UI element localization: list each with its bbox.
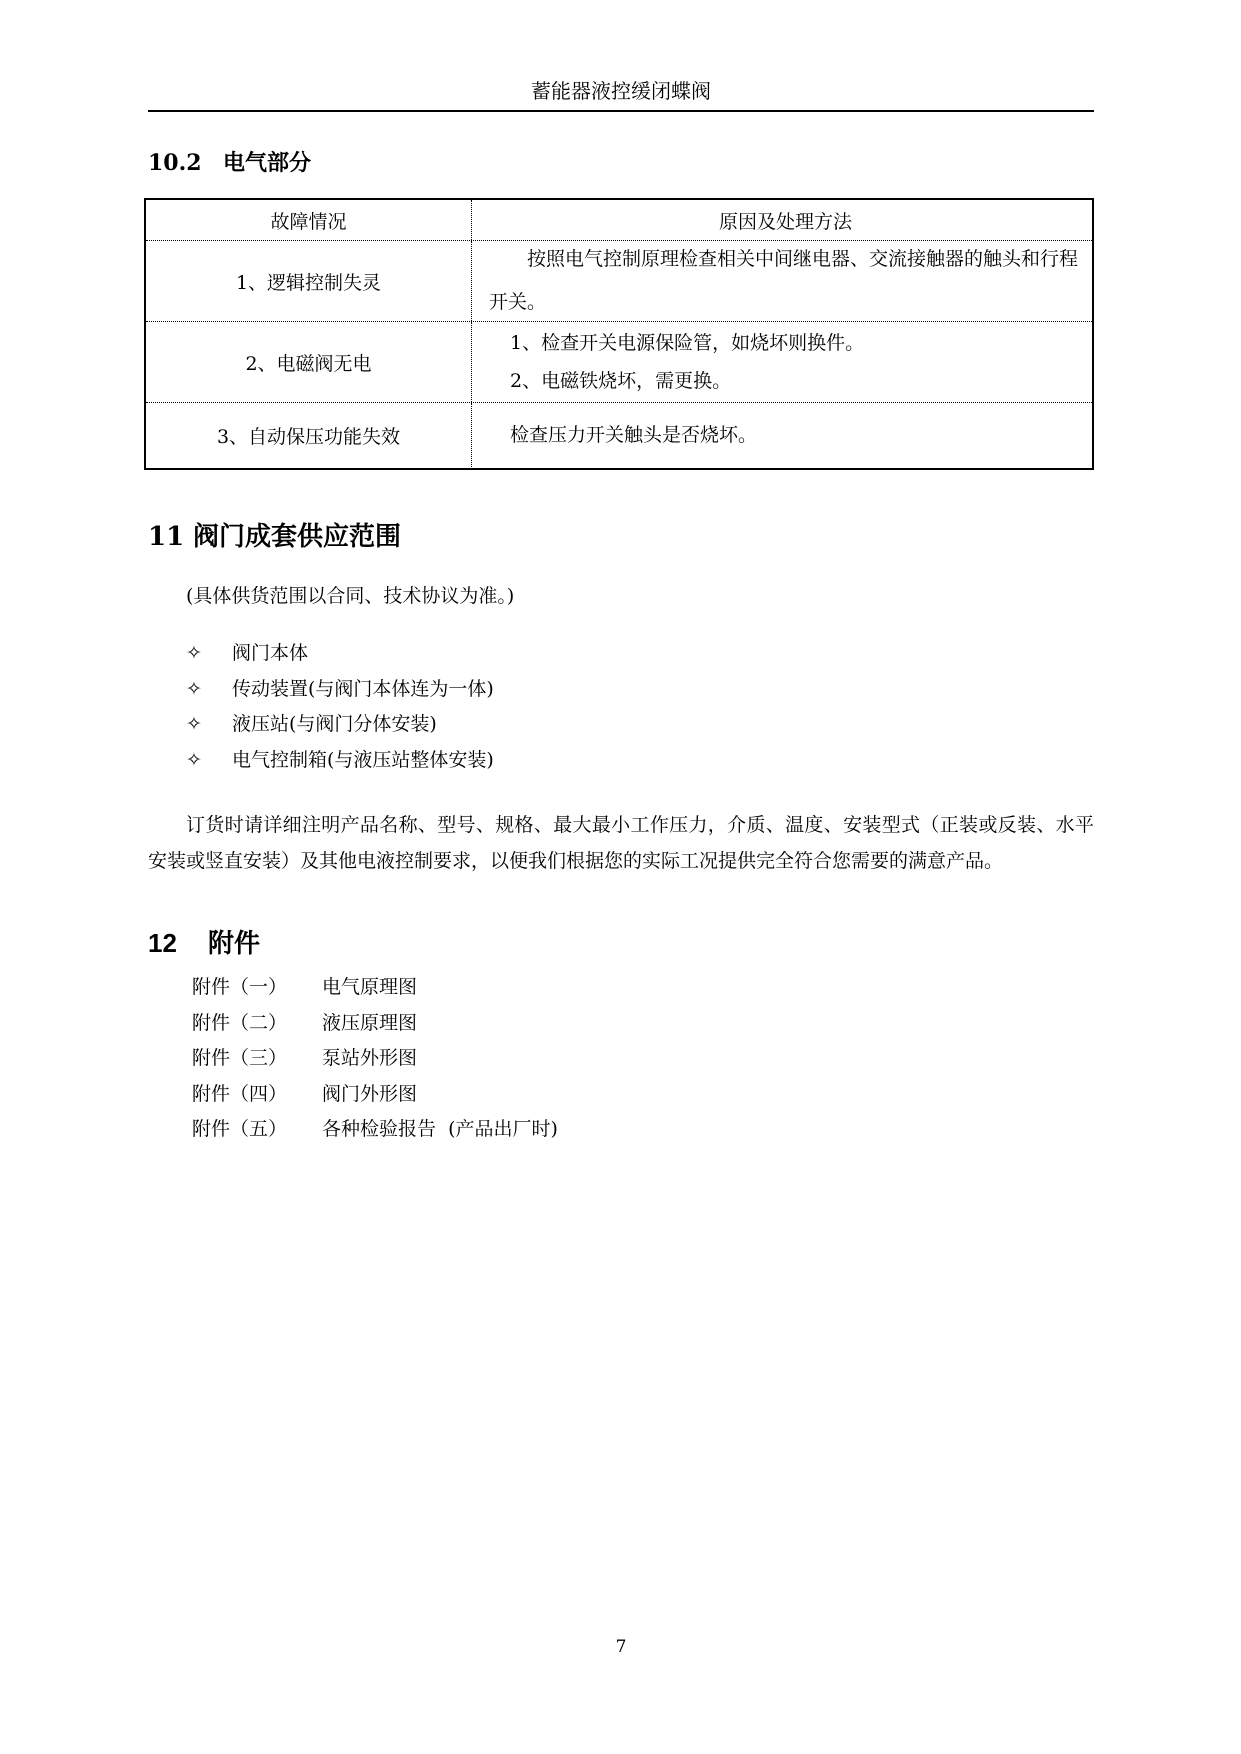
page-number: 7 [615,1637,627,1657]
remedy-text: 检查压力开关触头是否烧坏。 [510,423,758,446]
fault-cell: 1、逻辑控制失灵 [146,241,472,321]
attachment-name: 液压原理图 [322,1011,418,1034]
table-header-row [146,200,1092,241]
attachment-name: 各种检验报告 (产品出厂时) [322,1118,558,1140]
list-item [192,1041,558,1077]
list-item [192,1006,558,1042]
supply-scope-list [186,636,494,778]
attachment-name: 电气原理图 [322,976,418,998]
diamond-bullet-icon: ✧ [186,642,202,664]
remedy-cell [472,403,1092,467]
section-heading-12 [148,926,260,961]
remedy-text: 按照电气控制原理检查相关中间继电器、交流接触器的触头和行程开关。 [489,248,1079,313]
attachment-list [192,970,558,1148]
list-item-text: 传动装置(与阀门本体连为一体) [232,677,494,700]
table-row [146,322,1092,403]
section-number: 11 [148,522,185,552]
section-heading-11 [148,520,401,554]
running-header: 蓄能器液控缓闭蝶阀 [531,79,711,103]
remedy-cell [472,241,1092,321]
section-title: 阀门成套供应范围 [193,522,402,552]
attachment-name: 泵站外形图 [322,1047,418,1069]
list-item [192,1112,558,1148]
diamond-bullet-icon: ✧ [186,748,202,771]
attachment-tag: 附件（五） [192,1118,288,1140]
column-header: 故障情况 [146,200,472,240]
fault-table [144,198,1094,470]
list-item-text: 液压站(与阀门分体安装) [232,713,437,735]
column-header: 原因及处理方法 [718,210,852,233]
scope-note: (具体供货范围以合同、技术协议为准。) [186,585,515,607]
order-instructions: 订货时请详细注明产品名称、型号、规格、最大最小工作压力，介质、温度、安装型式（正装或反装、水平安装或竖直安装）及其他电液控制要求，以便我们根据您的实际工况提供完全符合您需要的满意产品。 [148,814,1094,872]
remedy-text: 1、检查开关电源保险管，如烧坏则换件。 [510,332,865,354]
fault-cell: 2、电磁阀无电 [146,322,472,402]
list-item-text: 电气控制箱(与液压站整体安装) [232,748,494,771]
diamond-bullet-icon: ✧ [186,677,202,700]
remedy-text: 2、电磁铁烧坏，需更换。 [510,370,732,392]
section-title: 电气部分 [223,150,312,176]
remedy-cell [472,322,1092,402]
section-title: 附件 [208,929,261,959]
list-item [186,672,494,708]
section-heading-10-2 [148,148,311,178]
list-item [192,970,558,1006]
list-item-text: 阀门本体 [232,642,309,664]
section-number: 12 [148,928,177,958]
attachment-tag: 附件（三） [192,1047,288,1069]
attachment-tag: 附件（一） [192,976,288,998]
list-item [186,707,494,743]
attachment-tag: 附件（二） [192,1011,288,1034]
fault-cell: 3、自动保压功能失效 [146,403,472,467]
list-item [186,636,494,672]
table-row [146,403,1092,467]
list-item [192,1077,558,1113]
attachment-name: 阀门外形图 [322,1082,418,1105]
header-rule [148,110,1094,112]
list-item [186,743,494,779]
section-number: 10.2 [148,150,202,176]
attachment-tag: 附件（四） [192,1082,288,1105]
diamond-bullet-icon: ✧ [186,713,202,735]
table-row [146,241,1092,322]
